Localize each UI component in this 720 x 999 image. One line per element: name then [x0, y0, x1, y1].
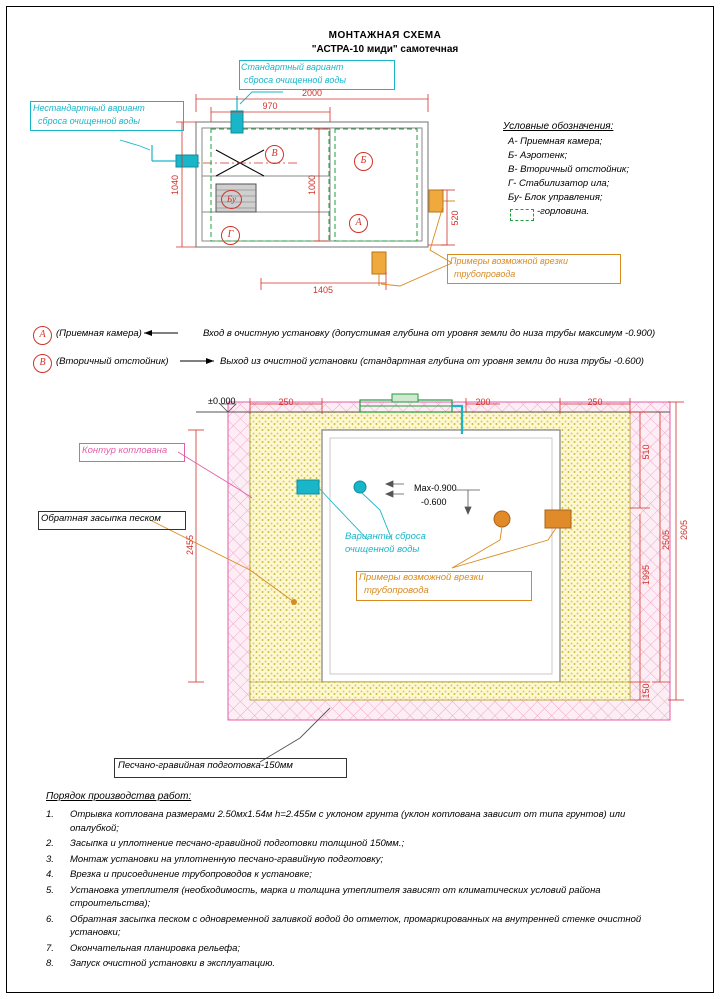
procedure-item-1: Отрывка котлована размерами 2.50мх1.54м h=2.455м с уклоном грунта (уклон котлована зависит от типа грунтов) или опалубкой; [70, 809, 626, 834]
procedure-item-3: Монтаж установки на уплотненную песчано-гравийную подготовку; [70, 853, 384, 865]
chamber-mark-g: Г [221, 226, 240, 245]
label-discharge-variants: Варианты сброса [345, 531, 426, 542]
label-max-depth: Мах-0.900 [414, 483, 457, 493]
callout-pipe-insert-plan-2: трубопровода [454, 269, 516, 279]
legend-title: Условные обозначения: [503, 121, 614, 132]
callout-standard-discharge: Стандартный вариант [241, 62, 344, 72]
legend-item-bu: Бу- Блок управления; [508, 192, 603, 203]
callout-nonstandard-discharge-2: сброса очищенной воды [38, 116, 141, 126]
dim-510: 510 [640, 444, 651, 460]
dim-1995: 1995 [640, 564, 651, 586]
label-vrezka-section-2: трубопровода [364, 585, 429, 596]
procedure-item-4: Врезка и присоединение трубопроводов к установке; [70, 869, 312, 880]
title-line-2: "АСТРА-10 миди" самотечная [311, 44, 459, 55]
procedure-item-7: Окончательная планировка рельефа; [70, 942, 241, 954]
dim-inner-height: 1000 [306, 174, 317, 196]
chamber-mark-a: А [349, 214, 368, 233]
label-gravel-prep-box [114, 758, 347, 778]
procedure-title: Порядок производства работ: [46, 791, 192, 802]
dim-inner-width: 970 [262, 101, 278, 111]
title-line-1: МОНТАЖНАЯ СХЕМА [328, 30, 442, 41]
legend-item-gorlovina: -горловина. [537, 206, 590, 217]
label-std-depth: -0.600 [421, 497, 447, 507]
note-a-body: Вход в очистную установку (допустимая глубина от уровня земли до низа трубы максимум -0.900) [203, 328, 656, 339]
dim-2505: 2505 [660, 529, 671, 551]
label-gravel-prep: Песчано-гравийная подготовка-150мм [118, 760, 293, 771]
dim-2455: 2455 [184, 534, 195, 556]
label-discharge-variants-2: очищенной воды [345, 544, 420, 555]
chamber-mark-b: Б [354, 152, 373, 171]
note-mark-v: В [33, 354, 52, 373]
dim-2605: 2605 [678, 519, 689, 541]
label-kotlovan-box [79, 443, 185, 462]
note-v-subject: (Вторичный отстойник) [56, 356, 169, 367]
dim-left-250: 250 [278, 397, 294, 407]
chamber-mark-v: В [265, 145, 284, 164]
label-kotlovan: Контур котлована [82, 445, 168, 456]
legend-item-v: В- Вторичный отстойник; [508, 164, 630, 175]
label-backfill-box [38, 511, 186, 530]
procedure-number-3: 3. [46, 853, 54, 865]
note-mark-a: А [33, 326, 52, 345]
legend-item-b: Б- Аэротенк; [508, 150, 568, 161]
callout-standard-box [239, 60, 395, 90]
callout-pipe-insert-plan: Примеры возможной врезки [450, 256, 569, 266]
callout-standard-discharge-2: сброса очищенной воды [244, 75, 347, 85]
label-vrezka-section-box [356, 571, 532, 601]
procedure-number-7: 7. [46, 942, 54, 954]
callout-nonstandard-discharge: Нестандартный вариант [33, 103, 145, 113]
procedure-item-6: Обратная засыпка песком с одновременной заливкой водой до отметок, промаркированных на внутренней стенке очистной установки; [70, 913, 642, 938]
note-v-body: Выход из очистной установки (стандартная глубина от уровня земли до низа трубы -0.600) [220, 356, 644, 367]
procedure-list [46, 808, 676, 973]
dim-bottom: 1405 [312, 285, 334, 295]
callout-pipe-insert-box [447, 254, 621, 284]
procedure-number-6: 6. [46, 913, 54, 925]
dim-height: 1040 [169, 174, 180, 196]
label-zero-level: ±0.000 [208, 396, 236, 406]
procedure-item-2: Засыпка и уплотнение песчано-гравийной подготовки толщиной 150мм.; [70, 838, 405, 849]
procedure-number-4: 4. [46, 869, 54, 880]
dim-overall-width: 2000 [301, 88, 323, 98]
dim-right-250: 250 [587, 397, 603, 407]
legend-item-a: А- Приемная камера; [508, 136, 603, 147]
legend-item-g: Г- Стабилизатор ила; [508, 178, 610, 189]
dim-150: 150 [640, 683, 651, 699]
chamber-mark-bu: Бу [221, 190, 242, 209]
legend-gorlovina-swatch [510, 209, 534, 221]
callout-nonstandard-box [30, 101, 184, 131]
procedure-number-5: 5. [46, 884, 54, 896]
dim-right: 520 [449, 210, 460, 226]
note-a-subject: (Приемная камера) [56, 328, 142, 339]
procedure-number-2: 2. [46, 838, 54, 849]
label-vrezka-section: Примеры возможной врезки [359, 572, 484, 583]
dim-top-200: 200 [475, 397, 491, 407]
procedure-item-5: Установка утеплителя (необходимость, марка и толщина утеплителя зависят от климатических условий района строительства); [70, 884, 601, 909]
label-backfill: Обратная засыпка песком [41, 513, 161, 524]
procedure-number-1: 1. [46, 809, 54, 820]
procedure-item-8: Запуск очистной установки в эксплуатацию. [70, 958, 275, 969]
procedure-number-8: 8. [46, 958, 54, 969]
